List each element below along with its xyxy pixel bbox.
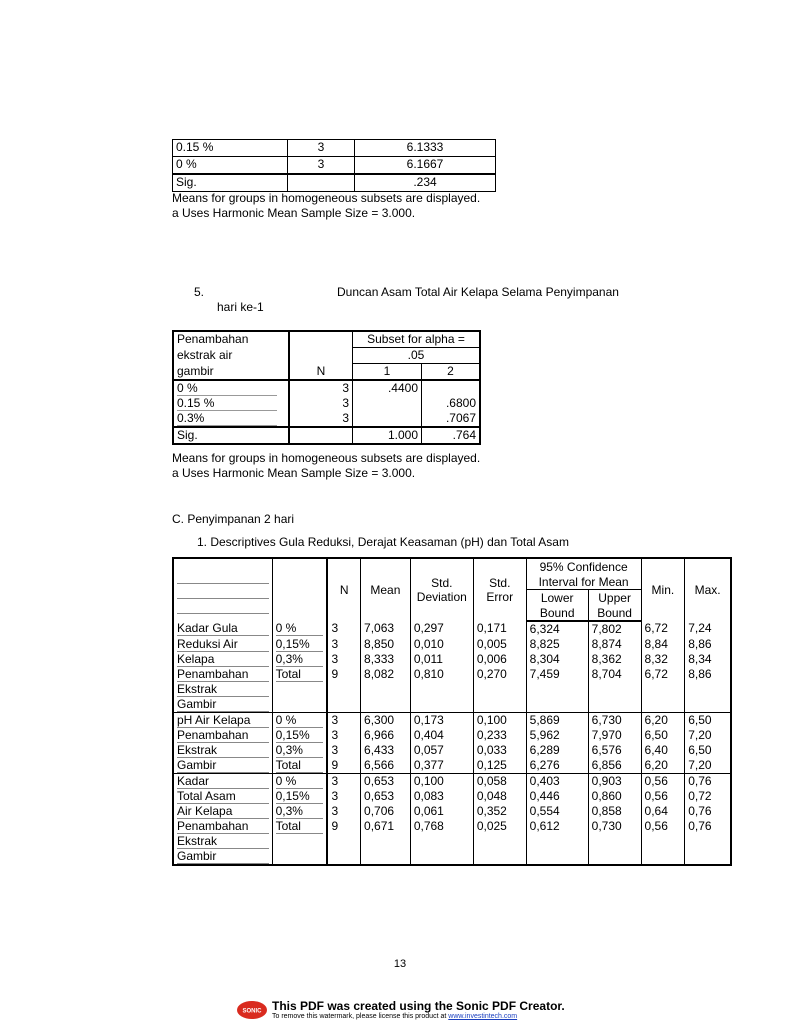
- license-link[interactable]: www.investintech.com: [448, 1013, 518, 1020]
- cell-min: 0,56: [641, 789, 685, 804]
- cell-min: 0,64: [641, 804, 685, 819]
- table-row: [173, 697, 731, 713]
- cell-level-text: 0,3%: [276, 652, 324, 667]
- cell-std-error: 0,352: [473, 804, 526, 819]
- cell-level-text: 0 %: [276, 713, 324, 728]
- cell-max: 6,50: [685, 743, 731, 758]
- homogeneous-subsets-table-top: [172, 139, 496, 192]
- min-header: Min.: [641, 558, 685, 621]
- cell-level-text: 0 %: [276, 621, 324, 636]
- cell-level-text: Total: [276, 667, 324, 682]
- cell-lower-bound: 0,554: [526, 804, 588, 819]
- cell-min: 8,84: [641, 637, 685, 652]
- table-row: [173, 743, 731, 758]
- cell-lower-bound: 5,869: [526, 713, 588, 729]
- group-label: [173, 713, 272, 729]
- cell-std-deviation: 0,810: [410, 667, 473, 682]
- cell-max: 6,50: [685, 713, 731, 729]
- cell-mean: 0,653: [361, 774, 411, 790]
- note-line-1: Means for groups in homogeneous subsets are displayed.: [172, 191, 481, 205]
- cell-min: 6,20: [641, 758, 685, 774]
- cell-lower-bound: 8,304: [526, 652, 588, 667]
- group-label: [173, 728, 272, 743]
- cell-level: [272, 667, 327, 682]
- watermark-line-2: To remove this watermark, please license this product at www.investintech.com: [272, 1013, 518, 1020]
- duncan-header-row-1: [173, 331, 480, 348]
- pdf-creator-watermark: [232, 997, 572, 1023]
- cell-std-error: 0,270: [473, 667, 526, 682]
- group-label: [173, 697, 272, 713]
- cell-level-text: 0 %: [276, 774, 324, 789]
- table2-notes: [172, 451, 480, 481]
- note-line-1: Means for groups in homogeneous subsets are displayed.: [172, 451, 481, 465]
- group-label-line: Reduksi Air: [177, 637, 269, 652]
- cell-min: 6,72: [641, 621, 685, 637]
- group-label-line: Ekstrak: [177, 682, 269, 697]
- cell-level: [272, 804, 327, 819]
- cell-level-text: 0,3%: [276, 743, 324, 758]
- cell-mean: 8,850: [361, 637, 411, 652]
- subset-header: Subset for alpha =: [353, 331, 481, 348]
- group-label: [173, 652, 272, 667]
- sonic-logo-icon: [236, 1000, 268, 1020]
- cell-upper-bound: 8,362: [588, 652, 641, 667]
- subset-2-header: 2: [422, 364, 481, 381]
- section-c-heading: C. Penyimpanan 2 hari: [172, 512, 295, 526]
- cell-n: 3: [327, 728, 360, 743]
- cell-std-deviation: 0,173: [410, 713, 473, 729]
- cell-std-error: 0,025: [473, 819, 526, 834]
- cell-mean: 7,063: [361, 621, 411, 637]
- row-n: 3: [289, 396, 353, 411]
- cell-n: 3: [327, 774, 360, 790]
- cell-upper-bound: 7,802: [588, 621, 641, 637]
- section-c-item: 1. Descriptives Gula Reduksi, Derajat Keasaman (pH) dan Total Asam: [197, 535, 569, 549]
- cell-mean: 8,082: [361, 667, 411, 682]
- table-row: [173, 157, 496, 175]
- table-row: [173, 834, 731, 849]
- cell-n: 3: [327, 621, 360, 637]
- cell-std-error: 0,033: [473, 743, 526, 758]
- table-row: [173, 774, 731, 790]
- row-subset-1: .4400: [353, 380, 422, 396]
- cell-min: 6,20: [641, 713, 685, 729]
- cell-std-deviation: 0,010: [410, 637, 473, 652]
- cell-mean: 6,300: [361, 713, 411, 729]
- cell-level-text: 0,15%: [276, 637, 324, 652]
- cell-upper-bound: 0,730: [588, 819, 641, 834]
- cell-std-error: 0,233: [473, 728, 526, 743]
- row-label: 0 %: [177, 381, 277, 396]
- group-label-line: Ekstrak: [177, 743, 269, 758]
- group-label-line: Kadar: [177, 774, 269, 789]
- cell-std-error: 0,048: [473, 789, 526, 804]
- group-label-line: Gambir: [177, 849, 269, 864]
- cell-std-deviation: 0,083: [410, 789, 473, 804]
- cell-n: 3: [327, 789, 360, 804]
- cell-std-error: 0,100: [473, 713, 526, 729]
- section-number: 5.: [194, 285, 205, 299]
- cell-max: 0,76: [685, 804, 731, 819]
- cell-upper-bound: 0,858: [588, 804, 641, 819]
- cell-upper-bound: 7,970: [588, 728, 641, 743]
- watermark-line-1: This PDF was created using the Sonic PDF Creator.: [272, 999, 565, 1013]
- cell-level: [272, 758, 327, 774]
- cell-n: 3: [327, 637, 360, 652]
- row-subset-2: [422, 380, 481, 396]
- cell-lower-bound: 6,324: [526, 621, 588, 637]
- table-row: [173, 819, 731, 834]
- cell-mean: 6,433: [361, 743, 411, 758]
- n-header: N: [327, 558, 360, 621]
- group-label-line: Gambir: [177, 697, 269, 712]
- cell-level-text: Total: [276, 758, 324, 773]
- table-row: [173, 682, 731, 697]
- row-label: 0.3%: [177, 411, 277, 426]
- sig-label: Sig.: [173, 174, 288, 192]
- row-value: 6.1667: [355, 157, 496, 175]
- cell-std-deviation: 0,100: [410, 774, 473, 790]
- table-row: [173, 396, 480, 411]
- cell-std-error: 0,171: [473, 621, 526, 637]
- mean-header: Mean: [361, 558, 411, 621]
- group-label-line: Air Kelapa: [177, 804, 269, 819]
- group-label-line: Gambir: [177, 758, 269, 773]
- cell-std-error: 0,006: [473, 652, 526, 667]
- group-label: [173, 774, 272, 790]
- cell-lower-bound: 7,459: [526, 667, 588, 682]
- sig-row: [173, 427, 480, 444]
- cell-n: 3: [327, 652, 360, 667]
- descriptives-header-row: [173, 558, 731, 574]
- row-subset-2: .6800: [422, 396, 481, 411]
- row-n: 3: [289, 411, 353, 427]
- group-label-line: Total Asam: [177, 789, 269, 804]
- cell-upper-bound: 6,856: [588, 758, 641, 774]
- cell-std-deviation: 0,297: [410, 621, 473, 637]
- cell-upper-bound: 8,874: [588, 637, 641, 652]
- row-label: 0.15 %: [173, 140, 288, 157]
- table-row: [173, 789, 731, 804]
- row-n: 3: [289, 380, 353, 396]
- table-row: [173, 380, 480, 396]
- cell-min: 6,40: [641, 743, 685, 758]
- group-label-line: Penambahan: [177, 728, 269, 743]
- section-title: Duncan Asam Total Air Kelapa Selama Penyimpanan: [337, 285, 619, 299]
- cell-level: [272, 652, 327, 667]
- cell-n: 9: [327, 758, 360, 774]
- upper-bound-header: Upper: [588, 590, 641, 606]
- group-label: [173, 849, 272, 865]
- table-row: [173, 621, 731, 637]
- cell-lower-bound: 6,276: [526, 758, 588, 774]
- note-line-2: a Uses Harmonic Mean Sample Size = 3.000.: [172, 466, 416, 480]
- cell-max: 8,86: [685, 637, 731, 652]
- table-row: [173, 411, 480, 427]
- cell-max: 0,72: [685, 789, 731, 804]
- cell-std-error: 0,125: [473, 758, 526, 774]
- std-deviation-header: Std. Deviation: [410, 558, 473, 621]
- cell-level: [272, 621, 327, 637]
- sig-row: [173, 174, 496, 192]
- group-label: [173, 804, 272, 819]
- group-label-line: Penambahan: [177, 819, 269, 834]
- group-label-line: Penambahan: [177, 667, 269, 682]
- row-subset-1: [353, 396, 422, 411]
- group-label: [173, 682, 272, 697]
- cell-mean: 0,671: [361, 819, 411, 834]
- row-subset-2: .7067: [422, 411, 481, 427]
- cell-n: 9: [327, 667, 360, 682]
- table-row: [173, 637, 731, 652]
- descriptives-table: N Mean Std. Deviation Std. Error 95% Confidence Min. Max. Interval for Mean Lower Upper Bound Bound Kadar Gula 0 % 3 7,063 0,297 0,171 6,324 7,802 6,72 7,24 Reduksi Air 0,15% 3 8,850 0,010 0,005 8,825 8,874 8,84 8,86 Kelapa 0,3% 3 8,333 0,011 0,006 8,304 8,362 8,32 8,34 Penambahan Total 9 8,082 0,810 0,270 7,459 8,704 6,72 8,86 Ekstrak Gambir pH Air Kelapa 0 % 3 6,300 0,173 0,100 5,869 6,730 6,20 6,50 Penambahan 0,15% 3 6,966 0,404 0,233 5,962 7,970 6,50 7,20 Ekstrak 0,3% 3 6,433 0,057 0,033 6,289 6,576 6,40 6,50 Gambir Total 9 6,566 0,377 0,125 6,276 6,856 6,20 7,20 Kadar 0 % 3 0,653 0,100 0,058 0,403 0,903 0,56 0,76 Total Asam 0,15% 3 0,653 0,083 0,048 0,446 0,860 0,56 0,72 Air Kelapa 0,3% 3 0,706 0,061 0,352 0,554 0,858 0,64 0,76 Penambahan Total 9 0,671 0,768 0,025 0,612 0,730 0,56 0,76 Ekstrak Gambir: [172, 557, 732, 866]
- table-row: [173, 652, 731, 667]
- duncan-table: Penambahan Subset for alpha = ekstrak air .05 gambir N 1 2 0 % 3 .4400 0.15 % 3 .6800 0.3% 3 .7067 Sig. 1.000 .764: [172, 330, 481, 445]
- cell-std-deviation: 0,057: [410, 743, 473, 758]
- max-header: Max.: [685, 558, 731, 621]
- cell-max: 8,86: [685, 667, 731, 682]
- confidence-interval-header: 95% Confidence: [526, 558, 641, 574]
- table-row: [173, 728, 731, 743]
- cell-min: 8,32: [641, 652, 685, 667]
- cell-level-text: Total: [276, 819, 324, 834]
- row-n: 3: [288, 140, 355, 157]
- group-label: [173, 637, 272, 652]
- cell-lower-bound: 0,446: [526, 789, 588, 804]
- cell-std-error: 0,005: [473, 637, 526, 652]
- row-subset-1: [353, 411, 422, 427]
- group-label-line: Kelapa: [177, 652, 269, 667]
- cell-max: 7,20: [685, 728, 731, 743]
- row-value: 6.1333: [406, 140, 444, 154]
- cell-max: 7,20: [685, 758, 731, 774]
- cell-level-text: 0,15%: [276, 728, 324, 743]
- cell-level: [272, 637, 327, 652]
- group-label: [173, 819, 272, 834]
- cell-std-error: 0,058: [473, 774, 526, 790]
- row-label: 0 %: [173, 157, 288, 175]
- cell-mean: 0,653: [361, 789, 411, 804]
- cell-upper-bound: 6,576: [588, 743, 641, 758]
- table1-notes: [172, 191, 480, 221]
- logo-text: SONIC: [242, 1008, 262, 1015]
- header-label: Penambahan: [177, 332, 249, 346]
- group-label: [173, 667, 272, 682]
- cell-n: 9: [327, 819, 360, 834]
- cell-std-deviation: 0,011: [410, 652, 473, 667]
- cell-lower-bound: 0,403: [526, 774, 588, 790]
- cell-upper-bound: 0,860: [588, 789, 641, 804]
- cell-upper-bound: 8,704: [588, 667, 641, 682]
- sig-subset-1: 1.000: [353, 427, 422, 444]
- group-label: [173, 789, 272, 804]
- cell-level: [272, 728, 327, 743]
- cell-max: 0,76: [685, 774, 731, 790]
- cell-n: 3: [327, 743, 360, 758]
- cell-std-deviation: 0,377: [410, 758, 473, 774]
- group-label-line: pH Air Kelapa: [177, 713, 269, 728]
- subset-1-header: 1: [353, 364, 422, 381]
- sig-label: Sig.: [173, 427, 289, 444]
- group-label: [173, 743, 272, 758]
- cell-max: 8,34: [685, 652, 731, 667]
- row-label: 0.15 %: [177, 396, 277, 411]
- table-row: [173, 140, 496, 157]
- group-label-line: Ekstrak: [177, 834, 269, 849]
- cell-min: 6,50: [641, 728, 685, 743]
- cell-level-text: 0,15%: [276, 789, 324, 804]
- cell-n: 3: [327, 804, 360, 819]
- table-row: [173, 667, 731, 682]
- cell-std-deviation: 0,768: [410, 819, 473, 834]
- note-line-2: a Uses Harmonic Mean Sample Size = 3.000.: [172, 206, 416, 220]
- cell-lower-bound: 5,962: [526, 728, 588, 743]
- cell-min: 0,56: [641, 774, 685, 790]
- cell-lower-bound: 0,612: [526, 819, 588, 834]
- cell-mean: 6,966: [361, 728, 411, 743]
- sig-subset-2: .764: [422, 427, 481, 444]
- cell-upper-bound: 6,730: [588, 713, 641, 729]
- cell-lower-bound: 8,825: [526, 637, 588, 652]
- cell-level-text: 0,3%: [276, 804, 324, 819]
- section-title-line2: hari ke-1: [217, 300, 264, 314]
- cell-level: [272, 743, 327, 758]
- page-number: 13: [393, 958, 407, 970]
- cell-mean: 0,706: [361, 804, 411, 819]
- std-error-header: Std. Error: [473, 558, 526, 621]
- cell-level: [272, 774, 327, 790]
- cell-level: [272, 789, 327, 804]
- row-n: 3: [288, 157, 355, 175]
- cell-mean: 8,333: [361, 652, 411, 667]
- cell-max: 0,76: [685, 819, 731, 834]
- group-label: [173, 758, 272, 774]
- cell-min: 6,72: [641, 667, 685, 682]
- cell-upper-bound: 0,903: [588, 774, 641, 790]
- cell-lower-bound: 6,289: [526, 743, 588, 758]
- table-row: [173, 713, 731, 729]
- table-row: [173, 758, 731, 774]
- cell-min: 0,56: [641, 819, 685, 834]
- group-label-line: Kadar Gula: [177, 621, 269, 636]
- table-row: [173, 849, 731, 865]
- table-row: [173, 804, 731, 819]
- cell-level: [272, 819, 327, 834]
- group-label: [173, 621, 272, 637]
- group-label: [173, 834, 272, 849]
- cell-n: 3: [327, 713, 360, 729]
- cell-max: 7,24: [685, 621, 731, 637]
- cell-mean: 6,566: [361, 758, 411, 774]
- lower-bound-header: Lower: [526, 590, 588, 606]
- sig-value: .234: [355, 174, 496, 192]
- cell-std-deviation: 0,404: [410, 728, 473, 743]
- cell-level: [272, 713, 327, 729]
- cell-std-deviation: 0,061: [410, 804, 473, 819]
- n-header: N: [289, 364, 353, 381]
